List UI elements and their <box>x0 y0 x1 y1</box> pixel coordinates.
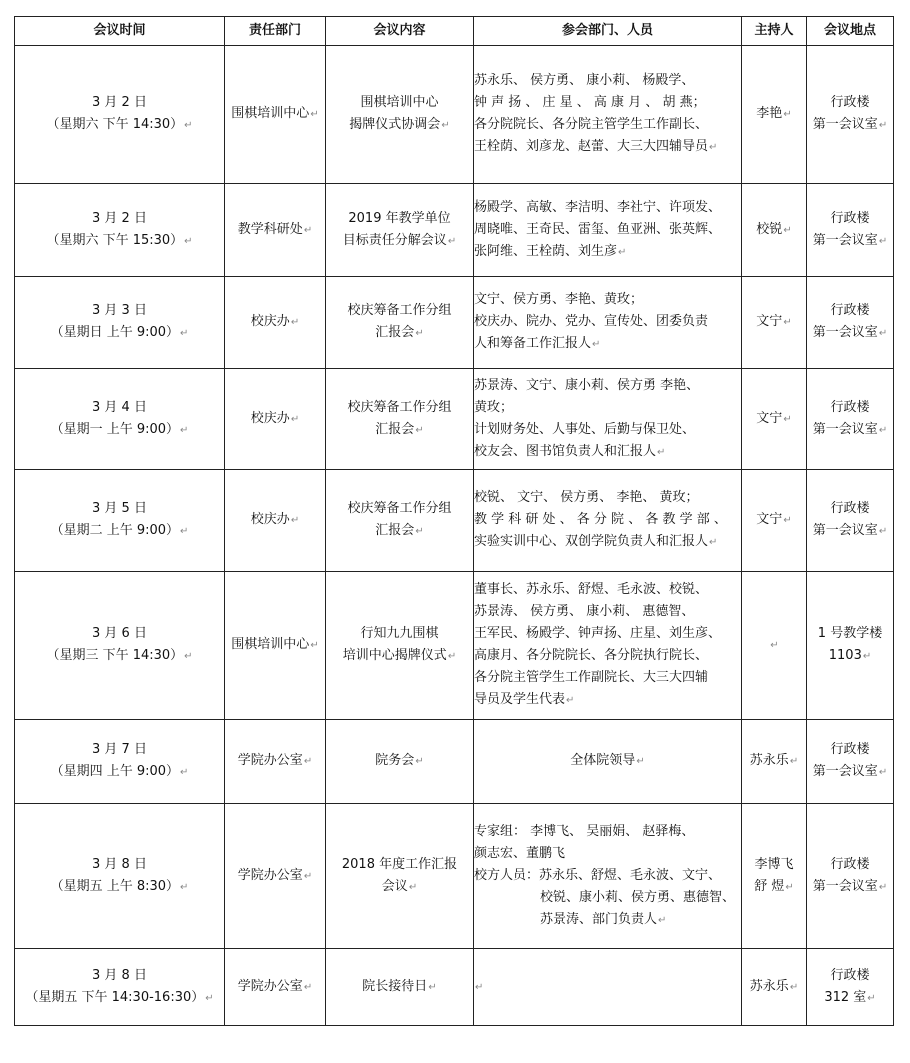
table-row <box>15 369 894 470</box>
cell-text-line: 教 学 科 研 处 、 各 分 院 、 各 教 学 部 、 <box>474 512 727 527</box>
attendees-cell <box>474 720 742 804</box>
table-row <box>15 184 894 277</box>
meeting-time-cell <box>15 277 225 369</box>
responsible-dept-cell <box>225 949 326 1026</box>
attendees-cell <box>474 804 742 949</box>
cell-text-line: 张阿维、王栓荫、刘生彦↵ <box>474 243 627 259</box>
paragraph-mark-icon: ↵ <box>290 317 300 328</box>
meeting-time-cell <box>15 46 225 184</box>
paragraph-mark-icon: ↵ <box>878 120 888 131</box>
paragraph-mark-icon: ↵ <box>658 914 667 926</box>
cell-text-line: 校方人员：苏永乐、舒煜、毛永波、文宁、 <box>474 867 722 883</box>
cell-text-line: 揭牌仪式协调会↵ <box>349 117 450 132</box>
cell-text-line: 行政楼 <box>830 303 870 318</box>
cell-text-line: 3 月 5 日 <box>92 501 147 516</box>
paragraph-mark-icon: ↵ <box>475 981 484 993</box>
meeting-content-cell <box>326 720 474 804</box>
meeting-content-cell <box>326 369 474 470</box>
paragraph-mark-icon: ↵ <box>878 881 888 893</box>
paragraph-mark-icon: ↵ <box>290 515 300 526</box>
attendees-cell <box>474 46 742 184</box>
cell-text-line: 苏永乐、 侯方勇、 康小莉、 杨殿学、 <box>474 73 695 88</box>
responsible-dept-cell <box>225 804 326 949</box>
cell-text-line: 第一会议室↵ <box>812 523 888 538</box>
paragraph-mark-icon: ↵ <box>789 981 799 993</box>
meeting-place-cell <box>807 470 894 572</box>
meeting-content-cell <box>326 470 474 572</box>
paragraph-mark-icon: ↵ <box>709 142 718 153</box>
cell-text-line: 校庆办、院办、党办、宣传处、团委负责 <box>474 314 709 329</box>
paragraph-mark-icon: ↵ <box>783 224 792 236</box>
paragraph-mark-icon: ↵ <box>415 424 424 436</box>
cell-text-line: 3 月 3 日 <box>92 303 147 318</box>
cell-text-line: 学院办公室↵ <box>237 867 313 883</box>
cell-text-line: 3 月 8 日 <box>92 856 147 872</box>
cell-text-line: 文宁↵ <box>756 410 792 426</box>
cell-text-line: 王栓荫、刘彦龙、赵蕾、大三大四辅导员↵ <box>474 139 718 154</box>
cell-text-line: 王军民、杨殿学、钟声扬、庄星、刘生彦、 <box>474 626 722 641</box>
paragraph-mark-icon: ↵ <box>180 767 189 778</box>
meeting-content-cell <box>326 184 474 277</box>
host-cell <box>742 46 807 184</box>
cell-text-line: 3 月 6 日 <box>92 626 147 641</box>
meeting-time-cell <box>15 369 225 470</box>
paragraph-mark-icon: ↵ <box>783 413 792 425</box>
cell-text-line: 高康月、各分院院长、各分院执行院长、 <box>474 648 709 663</box>
responsible-dept-cell <box>225 184 326 277</box>
cell-text-line: 目标责任分解会议↵ <box>342 232 457 248</box>
cell-text-line: 李博飞 <box>754 856 794 872</box>
meeting-place-cell <box>807 369 894 470</box>
cell-text-line: 围棋培训中心 <box>360 95 439 110</box>
cell-text-line: 行政楼 <box>830 856 870 872</box>
cell-text-line: 第一会议室↵ <box>812 878 888 894</box>
paragraph-mark-icon: ↵ <box>447 235 457 247</box>
meeting-content-cell <box>326 572 474 720</box>
cell-text-line: （星期六 下午 14:30）↵ <box>46 117 193 132</box>
table-row <box>15 572 894 720</box>
cell-text-line: 学院办公室↵ <box>237 753 313 768</box>
cell-text-line: 院长接待日↵ <box>362 978 437 994</box>
attendees-cell <box>474 572 742 720</box>
responsible-dept-cell <box>225 470 326 572</box>
paragraph-mark-icon: ↵ <box>636 756 645 767</box>
cell-text-line: （星期一 上午 9:00）↵ <box>50 421 189 437</box>
cell-text-line: 苏景涛、 侯方勇、 康小莉、 惠德智、 <box>474 604 695 619</box>
cell-text-line: 黄玫； <box>474 399 514 415</box>
paragraph-mark-icon: ↵ <box>310 109 319 120</box>
host-cell <box>742 572 807 720</box>
cell-text-line: 苏永乐↵ <box>749 753 799 768</box>
cell-text-line: 行政楼 <box>830 967 870 983</box>
cell-text-line: （星期五 下午 14:30-16:30）↵ <box>25 989 214 1005</box>
cell-text-line: 院务会↵ <box>375 753 424 768</box>
table-row <box>15 949 894 1026</box>
paragraph-mark-icon: ↵ <box>184 651 193 662</box>
table-row <box>15 804 894 949</box>
paragraph-mark-icon: ↵ <box>205 992 214 1004</box>
cell-text-line: 校锐↵ <box>756 221 792 237</box>
cell-text-line: 行政楼 <box>830 399 870 415</box>
cell-text-line: 行政楼 <box>830 95 870 110</box>
paragraph-mark-icon: ↵ <box>415 756 424 767</box>
paragraph-mark-icon: ↵ <box>867 992 876 1004</box>
cell-text-line: 李艳↵ <box>756 106 792 121</box>
host-cell <box>742 369 807 470</box>
cell-text-line: 汇报会↵ <box>375 523 424 538</box>
paragraph-mark-icon: ↵ <box>878 767 888 778</box>
cell-text-line: 计划财务处、人事处、后勤与保卫处、 <box>474 421 696 437</box>
table-row <box>15 720 894 804</box>
cell-text-line: （星期二 上午 9:00）↵ <box>50 523 189 538</box>
cell-text-line: 舒 煜↵ <box>754 878 794 894</box>
paragraph-mark-icon: ↵ <box>303 224 313 236</box>
paragraph-mark-icon: ↵ <box>770 640 779 651</box>
paragraph-mark-icon: ↵ <box>184 120 193 131</box>
host-cell <box>742 949 807 1026</box>
paragraph-mark-icon: ↵ <box>618 246 627 258</box>
cell-text-line: 3 月 2 日 <box>92 210 147 226</box>
responsible-dept-cell <box>225 720 326 804</box>
paragraph-mark-icon: ↵ <box>428 981 437 993</box>
cell-text-line: 行政楼 <box>830 742 870 757</box>
cell-text-line: 文宁↵ <box>756 512 792 527</box>
cell-text-line: 校锐、 文宁、 侯方勇、 李艳、 黄玫； <box>474 490 699 505</box>
cell-text-line: 苏景涛、文宁、康小莉、侯方勇 李艳、 <box>474 377 700 393</box>
paragraph-mark-icon: ↵ <box>709 537 718 548</box>
cell-text-line: 导员及学生代表↵ <box>474 692 575 707</box>
attendees-cell <box>474 369 742 470</box>
cell-text-line: 董事长、苏永乐、舒煜、毛永波、校锐、 <box>474 582 709 597</box>
header-dept: 责任部门 <box>225 17 326 46</box>
cell-text-line: 汇报会↵ <box>375 325 424 340</box>
cell-text-line: 校庆办↵ <box>250 512 300 527</box>
responsible-dept-cell <box>225 572 326 720</box>
paragraph-mark-icon: ↵ <box>878 424 888 436</box>
paragraph-mark-icon: ↵ <box>862 651 872 662</box>
host-cell <box>742 720 807 804</box>
cell-text-line: 实验实训中心、双创学院负责人和汇报人↵ <box>474 534 718 549</box>
meeting-content-cell <box>326 46 474 184</box>
paragraph-mark-icon: ↵ <box>184 235 193 247</box>
paragraph-mark-icon: ↵ <box>415 328 424 339</box>
header-time: 会议时间 <box>15 17 225 46</box>
table-row <box>15 46 894 184</box>
table-row <box>15 277 894 369</box>
cell-text-line: 各分院主管学生工作副院长、大三大四辅 <box>474 670 709 685</box>
cell-text-line: 第一会议室↵ <box>812 117 888 132</box>
cell-text-line: 钟 声 扬 、 庄 星 、 高 康 月 、 胡 燕； <box>474 95 706 110</box>
cell-text-line: 校庆筹备工作分组 <box>347 303 452 318</box>
cell-text-line: 1 号教学楼 <box>817 626 883 641</box>
meeting-content-cell <box>326 804 474 949</box>
meeting-time-cell <box>15 804 225 949</box>
cell-text-line: 第一会议室↵ <box>812 421 888 437</box>
cell-text-line: 行政楼 <box>830 501 870 516</box>
cell-text-line: 第一会议室↵ <box>812 764 888 779</box>
cell-text-line: 苏景涛、部门负责人↵ <box>540 911 667 927</box>
paragraph-mark-icon: ↵ <box>657 446 666 458</box>
cell-text-line: 各分院院长、各分院主管学生工作副长、 <box>474 117 709 132</box>
cell-text-line: 3 月 8 日 <box>92 967 147 983</box>
paragraph-mark-icon: ↵ <box>180 526 189 537</box>
cell-text-line: （星期五 上午 8:30）↵ <box>50 878 189 894</box>
paragraph-mark-icon: ↵ <box>290 413 300 425</box>
paragraph-mark-icon: ↵ <box>441 120 450 131</box>
cell-text-line: 周晓唯、王奇民、雷玺、鱼亚洲、张英辉、 <box>474 221 722 237</box>
paragraph-mark-icon: ↵ <box>592 339 601 350</box>
header-attendees: 参会部门、人员 <box>474 17 742 46</box>
cell-text-line: 第一会议室↵ <box>812 325 888 340</box>
host-cell <box>742 470 807 572</box>
cell-text-line: 校庆办↵ <box>250 314 300 329</box>
attendees-cell <box>474 277 742 369</box>
meeting-time-cell <box>15 184 225 277</box>
cell-text-line: 行知九九围棋 <box>360 626 439 641</box>
responsible-dept-cell <box>225 46 326 184</box>
cell-text-line: （星期四 上午 9:00）↵ <box>50 764 189 779</box>
cell-text-line: 312 室↵ <box>824 989 876 1005</box>
meeting-place-cell <box>807 572 894 720</box>
cell-text-line: 培训中心揭牌仪式↵ <box>342 648 457 663</box>
cell-text-line: 校庆筹备工作分组 <box>347 501 452 516</box>
header-row <box>15 17 894 46</box>
cell-text-line: 颜志宏、董鹏飞 <box>474 845 566 861</box>
cell-text-line: 行政楼 <box>830 210 870 226</box>
cell-text-line: （星期日 上午 9:00）↵ <box>50 325 189 340</box>
responsible-dept-cell <box>225 369 326 470</box>
cell-text-line: 校友会、图书馆负责人和汇报人↵ <box>474 443 666 459</box>
paragraph-mark-icon: ↵ <box>180 328 189 339</box>
meeting-time-cell <box>15 720 225 804</box>
cell-text-line: 专家组： 李博飞、 吴丽娟、 赵驿梅、 <box>474 823 695 839</box>
cell-text-line: 2019 年教学单位 <box>348 210 451 226</box>
paragraph-mark-icon: ↵ <box>303 756 313 767</box>
paragraph-mark-icon: ↵ <box>785 881 794 893</box>
paragraph-mark-icon: ↵ <box>783 515 792 526</box>
cell-text-line: 汇报会↵ <box>375 421 424 437</box>
cell-text-line: 校锐、康小莉、侯方勇、惠德智、 <box>540 889 736 905</box>
cell-text-line: 人和筹备工作汇报人↵ <box>474 336 601 351</box>
meeting-time-cell <box>15 949 225 1026</box>
host-cell <box>742 184 807 277</box>
meeting-place-cell <box>807 46 894 184</box>
paragraph-mark-icon: ↵ <box>783 317 792 328</box>
cell-text-line: 1103↵ <box>828 648 872 663</box>
paragraph-mark-icon: ↵ <box>310 640 319 651</box>
paragraph-mark-icon: ↵ <box>789 756 799 767</box>
paragraph-mark-icon: ↵ <box>783 109 792 120</box>
cell-text-line: 第一会议室↵ <box>812 232 888 248</box>
header-host: 主持人 <box>742 17 807 46</box>
paragraph-mark-icon: ↵ <box>180 881 189 893</box>
paragraph-mark-icon: ↵ <box>878 526 888 537</box>
paragraph-mark-icon: ↵ <box>415 526 424 537</box>
cell-text-line: 围棋培训中心↵ <box>231 106 319 121</box>
paragraph-mark-icon: ↵ <box>566 695 575 706</box>
cell-text-line: 校庆筹备工作分组 <box>347 399 452 415</box>
paragraph-mark-icon: ↵ <box>408 881 418 893</box>
meeting-place-cell <box>807 949 894 1026</box>
paragraph-mark-icon: ↵ <box>878 235 888 247</box>
cell-text-line: 杨殿学、高敏、李洁明、李社宁、许项发、 <box>474 199 722 215</box>
attendees-cell <box>474 470 742 572</box>
meeting-schedule-table <box>14 16 894 1026</box>
host-cell <box>742 804 807 949</box>
cell-text-line: 文宁↵ <box>756 314 792 329</box>
header-place: 会议地点 <box>807 17 894 46</box>
cell-text-line: 文宁、侯方勇、李艳、黄玫； <box>474 292 644 307</box>
cell-text-line: 3 月 2 日 <box>92 95 147 110</box>
host-cell <box>742 277 807 369</box>
paragraph-mark-icon: ↵ <box>303 870 313 882</box>
responsible-dept-cell <box>225 277 326 369</box>
meeting-content-cell <box>326 277 474 369</box>
paragraph-mark-icon: ↵ <box>180 424 189 436</box>
table-row <box>15 470 894 572</box>
cell-text-line: 3 月 4 日 <box>92 399 147 415</box>
meeting-place-cell <box>807 184 894 277</box>
cell-text-line: 2018 年度工作汇报 <box>341 856 458 872</box>
cell-text-line: 校庆办↵ <box>250 410 300 426</box>
cell-text-line: （星期三 下午 14:30）↵ <box>46 648 193 663</box>
cell-text-line: 3 月 7 日 <box>92 742 147 757</box>
meeting-place-cell <box>807 277 894 369</box>
meeting-place-cell <box>807 720 894 804</box>
meeting-place-cell <box>807 804 894 949</box>
attendees-cell <box>474 184 742 277</box>
cell-text-line: 苏永乐↵ <box>749 978 799 994</box>
cell-text-line: 围棋培训中心↵ <box>231 637 319 652</box>
meeting-time-cell <box>15 470 225 572</box>
cell-text-line: （星期六 下午 15:30）↵ <box>46 232 193 248</box>
paragraph-mark-icon: ↵ <box>878 328 888 339</box>
paragraph-mark-icon: ↵ <box>447 651 457 662</box>
meeting-time-cell <box>15 572 225 720</box>
cell-text-line: 学院办公室↵ <box>237 978 313 994</box>
meeting-content-cell <box>326 949 474 1026</box>
paragraph-mark-icon: ↵ <box>303 981 313 993</box>
header-content: 会议内容 <box>326 17 474 46</box>
cell-text-line: 会议↵ <box>381 878 418 894</box>
cell-text-line: 全体院领导↵ <box>570 753 645 768</box>
cell-text-line: 教学科研处↵ <box>237 221 313 237</box>
attendees-cell <box>474 949 742 1026</box>
